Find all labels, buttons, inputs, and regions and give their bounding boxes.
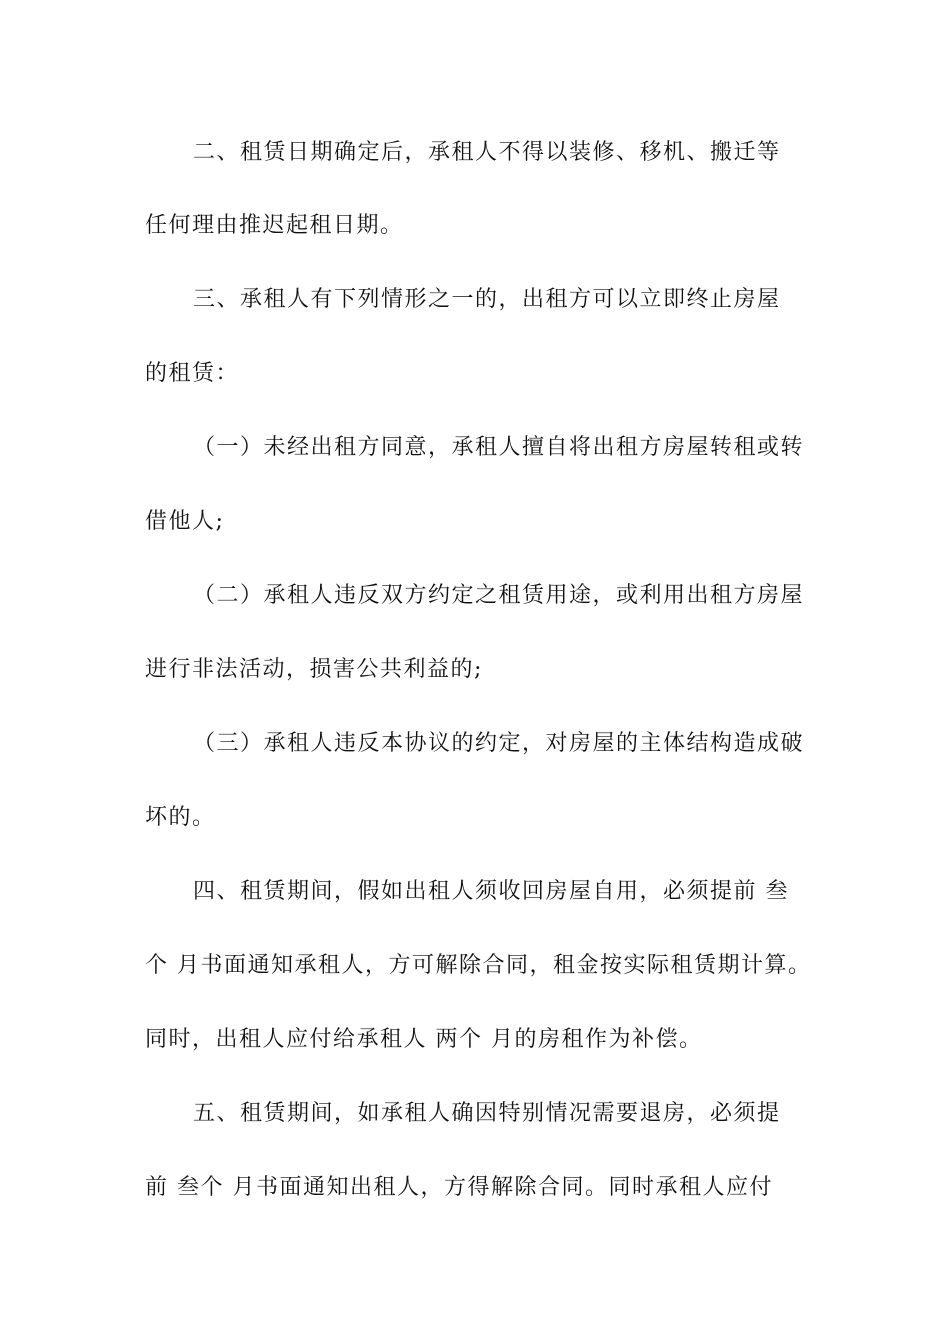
- item-1-line-1: （一）未经出租方同意，承租人擅自将出租方房屋转租或转: [193, 435, 805, 460]
- paragraph-5-line-1: 五、租赁期间，如承租人确因特别情况需要退房，必须提: [193, 1101, 781, 1126]
- paragraph-2-line-1: 二、租赁日期确定后，承租人不得以装修、移机、搬迁等: [193, 140, 781, 165]
- paragraph-3-line-2: 的租赁：: [145, 361, 240, 386]
- item-2-line-1: （二）承租人违反双方约定之租赁用途，或利用出租方房屋: [193, 583, 805, 608]
- item-3-line-1: （三）承租人违反本协议的约定，对房屋的主体结构造成破: [193, 731, 805, 756]
- paragraph-4-line-2: 个 月书面通知承租人，方可解除合同，租金按实际租赁期计算。: [145, 953, 812, 978]
- paragraph-4-line-1: 四、租赁期间，假如出租人须收回房屋自用，必须提前 叁: [193, 879, 789, 904]
- paragraph-5-line-2: 前 叁个 月书面通知出租人，方得解除合同。同时承租人应付: [145, 1175, 773, 1200]
- paragraph-4-line-3: 同时，出租人应付给承租人 两个 月的房租作为补偿。: [145, 1027, 703, 1052]
- paragraph-2-line-2: 任何理由推迟起租日期。: [145, 213, 404, 238]
- paragraph-3-line-1: 三、承租人有下列情形之一的，出租方可以立即终止房屋: [193, 287, 781, 312]
- item-1-line-2: 借他人;: [145, 509, 225, 534]
- item-2-line-2: 进行非法活动，损害公共利益的;: [145, 657, 483, 682]
- item-3-line-2: 坏的。: [145, 805, 216, 830]
